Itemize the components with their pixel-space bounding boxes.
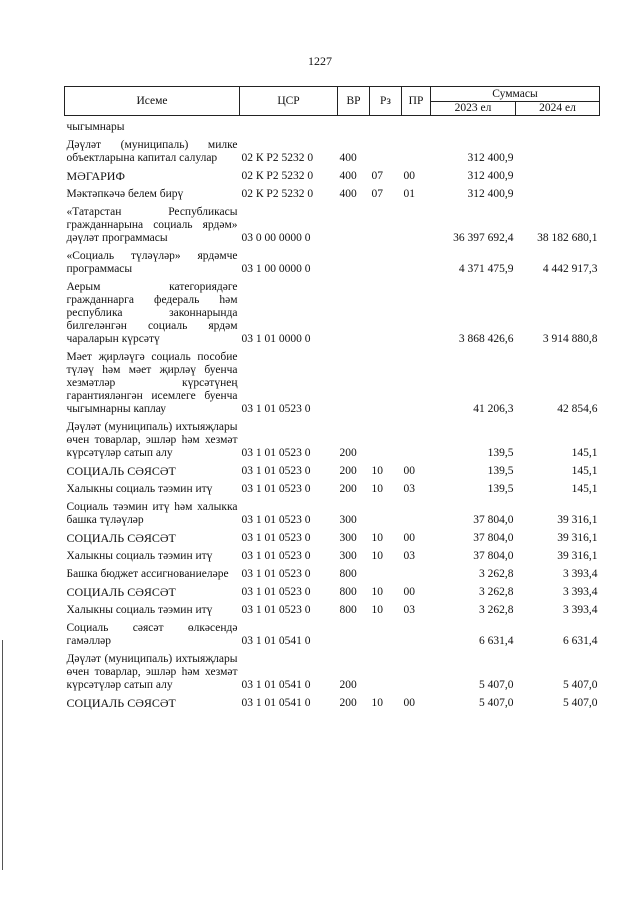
row-name: Башка бюджет ассигнованиеләре bbox=[66, 568, 229, 580]
table-row bbox=[65, 116, 600, 135]
row-code: 03 1 01 0523 0 bbox=[241, 465, 311, 477]
row-vr: 400 bbox=[339, 152, 357, 164]
table-row bbox=[65, 617, 600, 648]
row-vr bbox=[338, 346, 370, 416]
row-rz bbox=[370, 416, 402, 460]
row-vr: 300 bbox=[339, 532, 357, 544]
table-row bbox=[65, 478, 600, 496]
row-name: Социаль сәясәт өлкәсендә гамәлләр bbox=[66, 622, 238, 647]
row-sum-2024: 6 631,4 bbox=[563, 635, 598, 647]
table-row bbox=[65, 496, 600, 527]
row-sum-2024: 39 316,1 bbox=[557, 514, 598, 526]
row-code: 03 1 01 0523 0 bbox=[241, 514, 311, 526]
row-sum-2024: 39 316,1 bbox=[557, 532, 598, 544]
row-sum-2024: 145,1 bbox=[571, 447, 598, 459]
table-row bbox=[65, 276, 600, 346]
row-code: 02 К Р2 5232 0 bbox=[241, 188, 314, 200]
row-vr: 300 bbox=[339, 550, 357, 562]
row-vr: 200 bbox=[339, 447, 357, 459]
table-row bbox=[65, 545, 600, 563]
table-row bbox=[65, 581, 600, 599]
row-pr bbox=[402, 416, 431, 460]
row-pr bbox=[402, 563, 431, 581]
row-pr bbox=[402, 116, 431, 135]
row-code: 03 1 01 0523 0 bbox=[241, 550, 311, 562]
row-vr bbox=[338, 201, 370, 245]
row-pr: 00 bbox=[403, 465, 415, 477]
row-vr: 800 bbox=[339, 604, 357, 616]
row-sum-2023: 36 397 692,4 bbox=[453, 232, 514, 244]
row-rz bbox=[370, 563, 402, 581]
budget-table bbox=[64, 86, 600, 710]
row-code: 03 1 01 0523 0 bbox=[241, 532, 311, 544]
row-code: 02 К Р2 5232 0 bbox=[241, 152, 314, 164]
row-pr: 03 bbox=[403, 550, 415, 562]
row-sum-2023: 139,5 bbox=[487, 465, 514, 477]
row-pr bbox=[402, 346, 431, 416]
table-row bbox=[65, 201, 600, 245]
row-name: Халыкны социаль тәэмин итү bbox=[66, 483, 213, 495]
row-name: чыгымнары bbox=[66, 121, 125, 133]
row-rz: 10 bbox=[371, 532, 383, 544]
header-pr: ПР bbox=[402, 87, 431, 116]
row-sum-2023: 5 407,0 bbox=[479, 679, 514, 691]
page-number: 1227 bbox=[308, 54, 332, 68]
row-pr: 03 bbox=[403, 483, 415, 495]
row-vr bbox=[338, 116, 370, 135]
row-sum-2024: 145,1 bbox=[571, 483, 598, 495]
row-sum-2024: 39 316,1 bbox=[557, 550, 598, 562]
row-vr: 200 bbox=[339, 483, 357, 495]
row-rz: 10 bbox=[371, 550, 383, 562]
row-sum-2024: 5 407,0 bbox=[563, 679, 598, 691]
row-pr bbox=[402, 648, 431, 692]
row-vr: 800 bbox=[339, 586, 357, 598]
row-sum-2023: 5 407,0 bbox=[479, 697, 514, 709]
row-sum-2024: 3 914 880,8 bbox=[542, 333, 598, 345]
row-name: Социаль тәэмин итү һәм халыкка башка түләүләр bbox=[66, 501, 238, 526]
table-row bbox=[65, 648, 600, 692]
row-pr: 00 bbox=[403, 586, 415, 598]
row-sum-2023: 37 804,0 bbox=[473, 550, 514, 562]
row-rz: 07 bbox=[371, 188, 383, 200]
row-sum-2023: 3 868 426,6 bbox=[458, 333, 514, 345]
table-body bbox=[65, 116, 600, 711]
row-name: СОЦИАЛЬ СӘЯСӘТ bbox=[66, 696, 176, 710]
row-rz: 10 bbox=[371, 483, 383, 495]
row-code: 03 1 01 0523 0 bbox=[241, 403, 311, 415]
page-edge-line bbox=[2, 640, 3, 870]
row-vr: 200 bbox=[339, 697, 357, 709]
table-row bbox=[65, 183, 600, 201]
table-row bbox=[65, 165, 600, 183]
header-year-2023: 2023 ел bbox=[431, 102, 516, 116]
row-code: 03 1 01 0541 0 bbox=[241, 679, 311, 691]
row-name: СОЦИАЛЬ СӘЯСӘТ bbox=[66, 531, 176, 545]
row-sum-2024 bbox=[516, 183, 600, 201]
row-rz bbox=[370, 276, 402, 346]
header-code: ЦСР bbox=[240, 87, 338, 116]
table-row bbox=[65, 416, 600, 460]
row-pr: 03 bbox=[403, 604, 415, 616]
table-row bbox=[65, 692, 600, 710]
row-name: Дәүләт (муниципаль) милке объектларына капитал салулар bbox=[66, 139, 238, 164]
row-rz: 10 bbox=[371, 604, 383, 616]
row-code: 03 1 01 0523 0 bbox=[241, 483, 311, 495]
row-code: 03 1 01 0523 0 bbox=[241, 568, 311, 580]
row-pr: 00 bbox=[403, 697, 415, 709]
row-name: МӘГАРИФ bbox=[66, 169, 125, 183]
row-rz bbox=[370, 245, 402, 276]
row-vr: 300 bbox=[339, 514, 357, 526]
row-rz bbox=[370, 134, 402, 165]
row-rz bbox=[370, 201, 402, 245]
row-code: 03 1 01 0541 0 bbox=[241, 635, 311, 647]
row-rz: 07 bbox=[371, 170, 383, 182]
row-name: СОЦИАЛЬ СӘЯСӘТ bbox=[66, 464, 176, 478]
row-pr bbox=[402, 134, 431, 165]
row-pr bbox=[402, 496, 431, 527]
row-vr: 400 bbox=[339, 170, 357, 182]
row-vr: 200 bbox=[339, 465, 357, 477]
row-sum-2024: 5 407,0 bbox=[563, 697, 598, 709]
row-name: Халыкны социаль тәэмин итү bbox=[66, 550, 213, 562]
row-sum-2024: 3 393,4 bbox=[563, 568, 598, 580]
row-sum-2023: 3 262,8 bbox=[479, 604, 514, 616]
row-rz bbox=[370, 116, 402, 135]
row-name: Халыкны социаль тәэмин итү bbox=[66, 604, 213, 616]
row-vr bbox=[338, 617, 370, 648]
table-header bbox=[65, 87, 600, 116]
table-row bbox=[65, 245, 600, 276]
row-pr bbox=[402, 245, 431, 276]
row-sum-2024 bbox=[516, 165, 600, 183]
row-code: 03 1 01 0523 0 bbox=[241, 447, 311, 459]
table-row bbox=[65, 527, 600, 545]
row-code: 03 0 00 0000 0 bbox=[241, 232, 311, 244]
table-row bbox=[65, 563, 600, 581]
row-sum-2024: 4 442 917,3 bbox=[542, 263, 598, 275]
row-pr: 01 bbox=[403, 188, 415, 200]
row-code: 03 1 01 0523 0 bbox=[241, 586, 311, 598]
row-sum-2023: 3 262,8 bbox=[479, 568, 514, 580]
row-pr bbox=[402, 617, 431, 648]
row-name: Дәүләт (муниципаль) ихтыяҗлары өчен товарлар, эшләр һәм хезмәт күрсәтүләр сатып алу bbox=[66, 421, 238, 459]
row-sum-2024 bbox=[516, 134, 600, 165]
row-name: «Татарстан Республикасы гражданнарына социаль ярдәм» дәүләт программасы bbox=[66, 206, 238, 244]
row-name: Мәет җирләүгә социаль пособие түләү һәм мәет җирләү буенча хезмәтләр күрсәтүнең гарантияләнгән исемлеге буенча чыгымнарны каплау bbox=[66, 351, 238, 415]
row-sum-2024: 3 393,4 bbox=[563, 604, 598, 616]
header-rz: Рз bbox=[370, 87, 402, 116]
row-pr: 00 bbox=[403, 532, 415, 544]
row-sum-2023: 139,5 bbox=[487, 447, 514, 459]
header-name: Исеме bbox=[65, 87, 240, 116]
row-sum-2023: 312 400,9 bbox=[467, 170, 514, 182]
row-rz bbox=[370, 496, 402, 527]
table-row bbox=[65, 599, 600, 617]
row-sum-2023: 312 400,9 bbox=[467, 152, 514, 164]
row-pr bbox=[402, 276, 431, 346]
row-sum-2024: 38 182 680,1 bbox=[537, 232, 598, 244]
row-rz: 10 bbox=[371, 465, 383, 477]
row-rz: 10 bbox=[371, 697, 383, 709]
row-sum-2024: 42 854,6 bbox=[557, 403, 598, 415]
row-vr: 400 bbox=[339, 188, 357, 200]
row-rz: 10 bbox=[371, 586, 383, 598]
header-vr: ВР bbox=[338, 87, 370, 116]
row-sum-2023: 6 631,4 bbox=[479, 635, 514, 647]
row-rz bbox=[370, 617, 402, 648]
row-code: 03 1 00 0000 0 bbox=[241, 263, 311, 275]
table-row bbox=[65, 134, 600, 165]
row-sum-2023: 37 804,0 bbox=[473, 514, 514, 526]
row-vr bbox=[338, 276, 370, 346]
row-sum-2023: 139,5 bbox=[487, 483, 514, 495]
row-pr bbox=[402, 201, 431, 245]
header-year-2024: 2024 ел bbox=[516, 102, 600, 116]
row-rz bbox=[370, 346, 402, 416]
row-sum-2023: 37 804,0 bbox=[473, 532, 514, 544]
row-name: СОЦИАЛЬ СӘЯСӘТ bbox=[66, 585, 176, 599]
row-sum-2023: 312 400,9 bbox=[467, 188, 514, 200]
row-name: Аерым категориядәге гражданнарга федераль һәм республика законнарында билгеләнгән социаль ярдәм чараларын күрсәтү bbox=[66, 281, 238, 345]
row-name: Дәүләт (муниципаль) ихтыяҗлары өчен товарлар, эшләр һәм хезмәт күрсәтүләр сатып алу bbox=[66, 653, 238, 691]
row-code: 03 1 01 0000 0 bbox=[241, 333, 311, 345]
row-vr: 200 bbox=[339, 679, 357, 691]
row-vr: 800 bbox=[339, 568, 357, 580]
row-code: 03 1 01 0541 0 bbox=[241, 697, 311, 709]
row-sum-2023 bbox=[431, 116, 516, 135]
row-pr: 00 bbox=[403, 170, 415, 182]
row-rz bbox=[370, 648, 402, 692]
row-sum-2023: 4 371 475,9 bbox=[458, 263, 514, 275]
row-name: «Социаль түләүләр» ярдәмче программасы bbox=[66, 250, 238, 275]
table-row bbox=[65, 346, 600, 416]
header-sums: Суммасы bbox=[431, 87, 600, 102]
row-vr bbox=[338, 245, 370, 276]
row-code: 03 1 01 0523 0 bbox=[241, 604, 311, 616]
row-sum-2024: 145,1 bbox=[571, 465, 598, 477]
row-name: Мәктәпкәчә белем бирү bbox=[66, 188, 184, 200]
row-code: 02 К Р2 5232 0 bbox=[241, 170, 314, 182]
row-sum-2024: 3 393,4 bbox=[563, 586, 598, 598]
row-sum-2024 bbox=[516, 116, 600, 135]
row-code bbox=[240, 116, 338, 135]
row-sum-2023: 41 206,3 bbox=[473, 403, 514, 415]
table-row bbox=[65, 460, 600, 478]
row-sum-2023: 3 262,8 bbox=[479, 586, 514, 598]
